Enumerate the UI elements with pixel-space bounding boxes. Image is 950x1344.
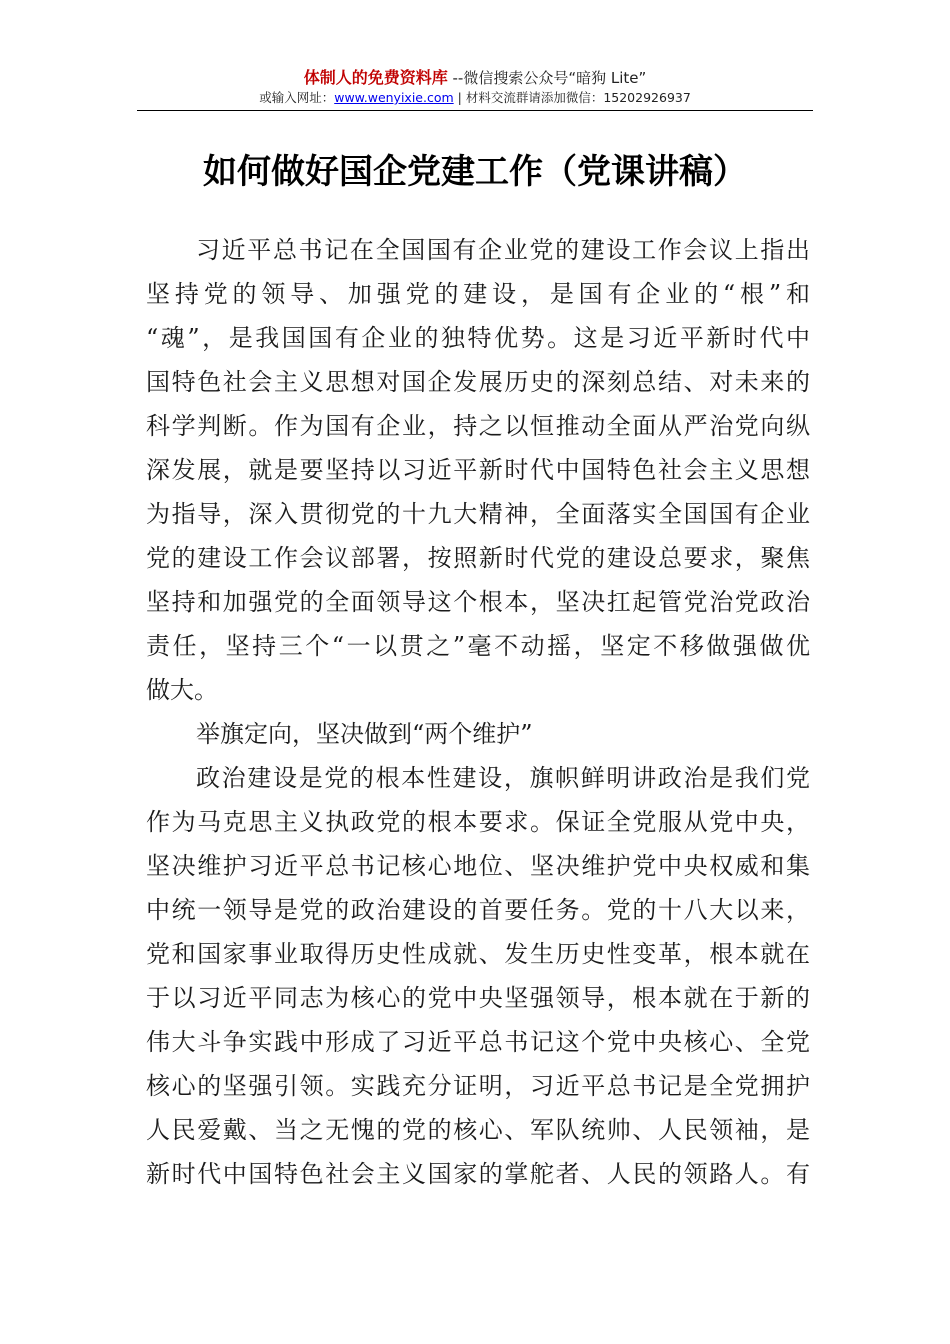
header-line-1 — [0, 68, 950, 88]
paragraph-2-line: 人民爱戴、当之无愧的党的核心、军队统帅、人民领袖，是 — [146, 1116, 810, 1144]
page-header — [0, 68, 950, 107]
paragraph-2-line: 伟大斗争实践中形成了习近平总书记这个党中央核心、全党 — [146, 1028, 810, 1056]
paragraph-2-line: 作为马克思主义执政党的根本要求。保证全党服从党中央， — [146, 808, 810, 836]
header-line2-suffix: | 材料交流群请添加微信：15202926937 — [453, 90, 691, 105]
paragraph-1-line: 坚持党的领导、加强党的建设，是国有企业的“根”和 — [146, 280, 810, 308]
paragraph-1-line: 科学判断。作为国有企业，持之以恒推动全面从严治党向纵 — [146, 412, 810, 440]
header-brand: 体制人的免费资料库 — [303, 68, 448, 87]
header-line-2 — [0, 89, 950, 107]
paragraph-2-line: 党和国家事业取得历史性成就、发生历史性变革，根本就在 — [146, 940, 810, 968]
paragraph-1-line: 责任，坚持三个“一以贯之”毫不动摇，坚定不移做强做优 — [146, 632, 810, 660]
section-heading-1: 举旗定向，坚决做到“两个维护” — [196, 720, 533, 748]
paragraph-2-line: 核心的坚强引领。实践充分证明，习近平总书记是全党拥护 — [146, 1072, 810, 1100]
header-url-link[interactable]: www.wenyixie.com — [334, 90, 454, 105]
paragraph-2-line: 坚决维护习近平总书记核心地位、坚决维护党中央权威和集 — [146, 852, 810, 880]
paragraph-2-line: 新时代中国特色社会主义国家的掌舵者、人民的领路人。有 — [146, 1160, 810, 1188]
paragraph-2-line: 中统一领导是党的政治建设的首要任务。党的十八大以来， — [146, 896, 810, 924]
paragraph-1-line: 坚持和加强党的全面领导这个根本，坚决扛起管党治党政治 — [146, 588, 810, 616]
document-body — [146, 228, 810, 1196]
paragraph-1-line: 习近平总书记在全国国有企业党的建设工作会议上指出 — [196, 236, 810, 264]
paragraph-1-line: 深发展，就是要坚持以习近平新时代中国特色社会主义思想 — [146, 456, 810, 484]
header-line1-suffix: --微信搜索公众号“暗狗 Lite” — [447, 69, 647, 87]
header-line2-prefix: 或输入网址： — [259, 90, 335, 105]
paragraph-1-line: 做大。 — [146, 676, 218, 704]
paragraph-1-line: “魂”，是我国国有企业的独特优势。这是习近平新时代中 — [146, 324, 810, 352]
header-divider — [137, 110, 813, 111]
paragraph-1-line: 党的建设工作会议部署，按照新时代党的建设总要求，聚焦 — [146, 544, 810, 572]
document-title: 如何做好国企党建工作（党课讲稿） — [203, 152, 747, 192]
paragraph-2-line: 于以习近平同志为核心的党中央坚强领导，根本就在于新的 — [146, 984, 810, 1012]
paragraph-1-line: 为指导，深入贯彻党的十九大精神，全面落实全国国有企业 — [146, 500, 810, 528]
paragraph-1-line: 国特色社会主义思想对国企发展历史的深刻总结、对未来的 — [146, 368, 810, 396]
paragraph-2-line: 政治建设是党的根本性建设，旗帜鲜明讲政治是我们党 — [196, 764, 810, 792]
